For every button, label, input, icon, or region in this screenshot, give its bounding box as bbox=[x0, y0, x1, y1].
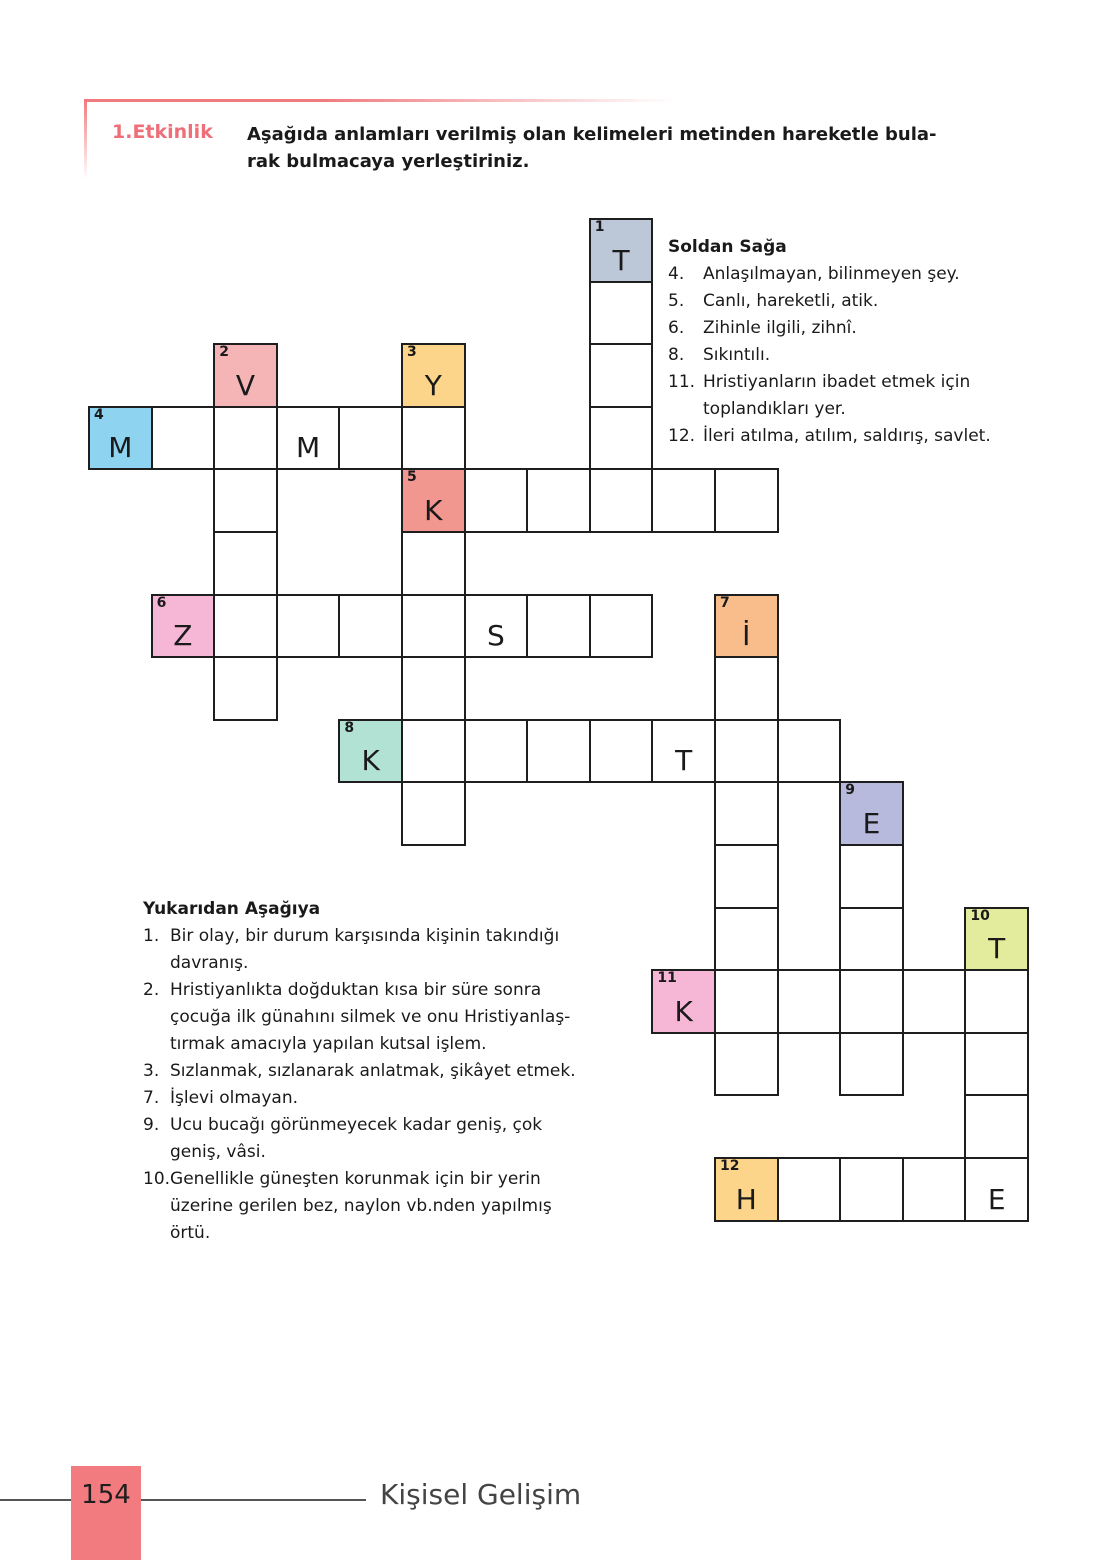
down-clue-line bbox=[143, 1139, 643, 1166]
clue-number: 7. bbox=[143, 1088, 160, 1108]
cell-number: 11 bbox=[657, 970, 677, 987]
cell-letter: Z bbox=[173, 619, 193, 653]
crossword-cell-1[interactable] bbox=[589, 218, 654, 283]
instruction-line-1: Aşağıda anlamları verilmiş olan kelimeleri metinden hareketle bula- bbox=[247, 124, 937, 145]
activity-label: 1.Etkinlik bbox=[112, 121, 213, 143]
crossword-cell[interactable] bbox=[777, 1157, 842, 1222]
crossword-cell[interactable] bbox=[839, 969, 904, 1034]
across-clue-line bbox=[668, 288, 1088, 315]
crossword-cell[interactable] bbox=[589, 343, 654, 408]
crossword-cell[interactable] bbox=[651, 468, 716, 533]
crossword-cell-5[interactable] bbox=[401, 468, 466, 533]
crossword-cell[interactable] bbox=[526, 468, 591, 533]
crossword-cell[interactable] bbox=[902, 1157, 967, 1222]
cell-number: 6 bbox=[156, 594, 167, 611]
crossword-cell-9[interactable] bbox=[839, 781, 904, 846]
clue-number: 4. bbox=[668, 264, 685, 284]
clue-number: 9. bbox=[143, 1115, 160, 1135]
crossword-cell[interactable] bbox=[839, 907, 904, 972]
crossword-cell[interactable] bbox=[401, 656, 466, 721]
clue-number bbox=[143, 1031, 170, 1058]
crossword-cell[interactable] bbox=[464, 594, 529, 659]
cell-number: 5 bbox=[407, 469, 417, 486]
across-clue-line bbox=[668, 261, 1088, 288]
clue-text: Hristiyanların ibadet etmek için bbox=[703, 372, 971, 392]
down-clue-line bbox=[143, 1220, 643, 1247]
crossword-cell[interactable] bbox=[213, 656, 278, 721]
down-clue-line bbox=[143, 1166, 643, 1193]
across-clues bbox=[668, 234, 1088, 450]
crossword-cell[interactable] bbox=[401, 594, 466, 659]
crossword-cell[interactable] bbox=[714, 907, 779, 972]
crossword-cell[interactable] bbox=[964, 1094, 1029, 1159]
footer-rule-left bbox=[0, 1499, 71, 1501]
crossword-cell[interactable] bbox=[964, 1157, 1029, 1222]
clue-text: Zihinle ilgili, zihnî. bbox=[703, 318, 857, 338]
crossword-cell[interactable] bbox=[338, 406, 403, 471]
cell-number: 10 bbox=[970, 907, 990, 924]
cell-letter: T bbox=[988, 932, 1006, 966]
clue-text: Genellikle güneşten korunmak için bir yerin bbox=[170, 1169, 541, 1189]
clue-number bbox=[143, 1193, 170, 1220]
down-clue-line bbox=[143, 950, 643, 977]
across-clue-line bbox=[668, 369, 1088, 396]
crossword-cell-3[interactable] bbox=[401, 343, 466, 408]
down-clue-line bbox=[143, 1112, 643, 1139]
clue-number: 12. bbox=[668, 426, 696, 446]
cell-number: 12 bbox=[720, 1158, 740, 1174]
crossword-cell[interactable] bbox=[276, 406, 341, 471]
clue-text: Anlaşılmayan, bilinmeyen şey. bbox=[703, 264, 960, 284]
crossword-cell[interactable] bbox=[213, 468, 278, 533]
crossword-cell[interactable] bbox=[714, 844, 779, 909]
instruction-line-2: rak bulmacaya yerleştiriniz. bbox=[247, 151, 530, 172]
crossword-cell-10[interactable] bbox=[964, 907, 1029, 972]
crossword-cell[interactable] bbox=[213, 406, 278, 471]
crossword-cell[interactable] bbox=[714, 719, 779, 784]
cell-letter: K bbox=[361, 744, 380, 778]
cell-letter: E bbox=[987, 1182, 1006, 1216]
crossword-cell[interactable] bbox=[464, 468, 529, 533]
down-clues bbox=[143, 896, 643, 1247]
clue-number: 10. bbox=[143, 1169, 171, 1189]
clue-number: 6. bbox=[668, 318, 685, 338]
crossword-cell-6[interactable] bbox=[151, 594, 216, 659]
crossword-cell[interactable] bbox=[401, 531, 466, 596]
crossword-cell[interactable] bbox=[964, 969, 1029, 1034]
cell-number: 9 bbox=[845, 782, 855, 799]
crossword-cell[interactable] bbox=[839, 1157, 904, 1222]
crossword-cell[interactable] bbox=[464, 719, 529, 784]
crossword-cell-7[interactable] bbox=[714, 594, 779, 659]
clue-text: Sızlanmak, sızlanarak anlatmak, şikâyet etmek. bbox=[170, 1061, 576, 1081]
clue-text: İşlevi olmayan. bbox=[170, 1088, 298, 1108]
crossword-cell[interactable] bbox=[401, 406, 466, 471]
cell-letter: S bbox=[487, 619, 505, 653]
cell-letter: M bbox=[108, 431, 133, 465]
clue-text: Sıkıntılı. bbox=[703, 345, 771, 365]
crossword-cell-11[interactable] bbox=[651, 969, 716, 1034]
crossword-cell[interactable] bbox=[714, 468, 779, 533]
crossword-cell[interactable] bbox=[151, 406, 216, 471]
crossword-cell[interactable] bbox=[401, 781, 466, 846]
crossword-cell-4[interactable] bbox=[88, 406, 153, 471]
crossword-cell[interactable] bbox=[964, 1032, 1029, 1097]
crossword-cell[interactable] bbox=[526, 719, 591, 784]
clue-text: örtü. bbox=[170, 1223, 211, 1243]
clue-number: 2. bbox=[143, 980, 160, 1000]
crossword-cell[interactable] bbox=[589, 406, 654, 471]
clue-number: 11. bbox=[668, 372, 696, 392]
cell-letter: E bbox=[862, 806, 881, 840]
cell-letter: K bbox=[424, 493, 443, 527]
clue-number bbox=[143, 1139, 170, 1166]
page-number: 154 bbox=[81, 1480, 131, 1510]
crossword-cell[interactable] bbox=[589, 594, 654, 659]
cell-letter: V bbox=[235, 368, 256, 402]
crossword-cell[interactable] bbox=[714, 656, 779, 721]
clue-number bbox=[143, 950, 170, 977]
crossword-cell-12[interactable] bbox=[714, 1157, 779, 1222]
clue-text: Ucu bucağı görünmeyecek kadar geniş, çok bbox=[170, 1115, 543, 1135]
clue-number bbox=[668, 396, 703, 423]
down-clue-line bbox=[143, 923, 643, 950]
crossword-cell-2[interactable] bbox=[213, 343, 278, 408]
cell-letter: Y bbox=[424, 368, 442, 402]
clue-text: Hristiyanlıkta doğduktan kısa bir süre sonra bbox=[170, 980, 542, 1000]
crossword-cell[interactable] bbox=[902, 969, 967, 1034]
crossword-cell[interactable] bbox=[714, 969, 779, 1034]
crossword-cell[interactable] bbox=[401, 719, 466, 784]
clue-text: davranış. bbox=[170, 953, 249, 973]
crossword-cell[interactable] bbox=[777, 969, 842, 1034]
cell-number: 4 bbox=[94, 406, 104, 423]
down-clue-line bbox=[143, 1193, 643, 1220]
crossword-cell[interactable] bbox=[213, 594, 278, 659]
crossword-cell[interactable] bbox=[213, 531, 278, 596]
clue-text: tırmak amacıyla yapılan kutsal işlem. bbox=[170, 1034, 487, 1054]
cell-letter: T bbox=[675, 744, 693, 778]
crossword-cell[interactable] bbox=[714, 1032, 779, 1097]
cell-number: 7 bbox=[720, 594, 730, 611]
clue-number bbox=[143, 1220, 170, 1247]
crossword-cell[interactable] bbox=[338, 594, 403, 659]
down-clue-line bbox=[143, 977, 643, 1004]
clue-text: geniş, vâsi. bbox=[170, 1142, 266, 1162]
crossword-cell[interactable] bbox=[777, 719, 842, 784]
clue-text: Canlı, hareketli, atik. bbox=[703, 291, 879, 311]
down-clue-line bbox=[143, 1031, 643, 1058]
clue-text: İleri atılma, atılım, saldırış, savlet. bbox=[703, 426, 991, 446]
down-title: Yukarıdan Aşağıya bbox=[143, 899, 321, 919]
cell-number: 2 bbox=[219, 344, 229, 361]
clue-number: 3. bbox=[143, 1061, 160, 1081]
footer-rule-right bbox=[141, 1499, 366, 1501]
across-clue-line bbox=[668, 342, 1088, 369]
clue-number: 5. bbox=[668, 291, 685, 311]
crossword-cell[interactable] bbox=[589, 719, 654, 784]
clue-text: üzerine gerilen bez, naylon vb.nden yapılmış bbox=[170, 1196, 552, 1216]
crossword-cell[interactable] bbox=[589, 468, 654, 533]
cell-letter: T bbox=[612, 243, 630, 277]
across-clue-line bbox=[668, 423, 1088, 450]
crossword-cell[interactable] bbox=[589, 281, 654, 346]
cell-letter: M bbox=[296, 431, 321, 465]
across-clue-line bbox=[668, 315, 1088, 342]
crossword-cell[interactable] bbox=[651, 719, 716, 784]
across-clue-line bbox=[668, 396, 1088, 423]
clue-text: çocuğa ilk günahını silmek ve onu Hristiyanlaş- bbox=[170, 1007, 571, 1027]
cell-letter: H bbox=[735, 1182, 757, 1216]
crossword-cell[interactable] bbox=[526, 594, 591, 659]
cell-number: 3 bbox=[407, 344, 417, 361]
cell-letter: K bbox=[674, 994, 693, 1028]
crossword-cell[interactable] bbox=[276, 594, 341, 659]
down-clue-line bbox=[143, 1085, 643, 1112]
crossword-cell[interactable] bbox=[714, 781, 779, 846]
clue-text: toplandıkları yer. bbox=[703, 399, 846, 419]
crossword-cell-8[interactable] bbox=[338, 719, 403, 784]
down-clue-line bbox=[143, 1004, 643, 1031]
clue-number: 1. bbox=[143, 926, 160, 946]
clue-text: Bir olay, bir durum karşısında kişinin takındığı bbox=[170, 926, 560, 946]
down-clue-line bbox=[143, 1058, 643, 1085]
book-title: Kişisel Gelişim bbox=[380, 1478, 582, 1511]
across-title: Soldan Sağa bbox=[668, 237, 787, 257]
cell-number: 8 bbox=[344, 719, 355, 736]
cell-number: 1 bbox=[594, 219, 605, 235]
cell-letter: İ bbox=[742, 619, 751, 653]
crossword-cell[interactable] bbox=[839, 844, 904, 909]
crossword-cell[interactable] bbox=[839, 1032, 904, 1097]
clue-number: 8. bbox=[668, 345, 685, 365]
clue-number bbox=[143, 1004, 170, 1031]
